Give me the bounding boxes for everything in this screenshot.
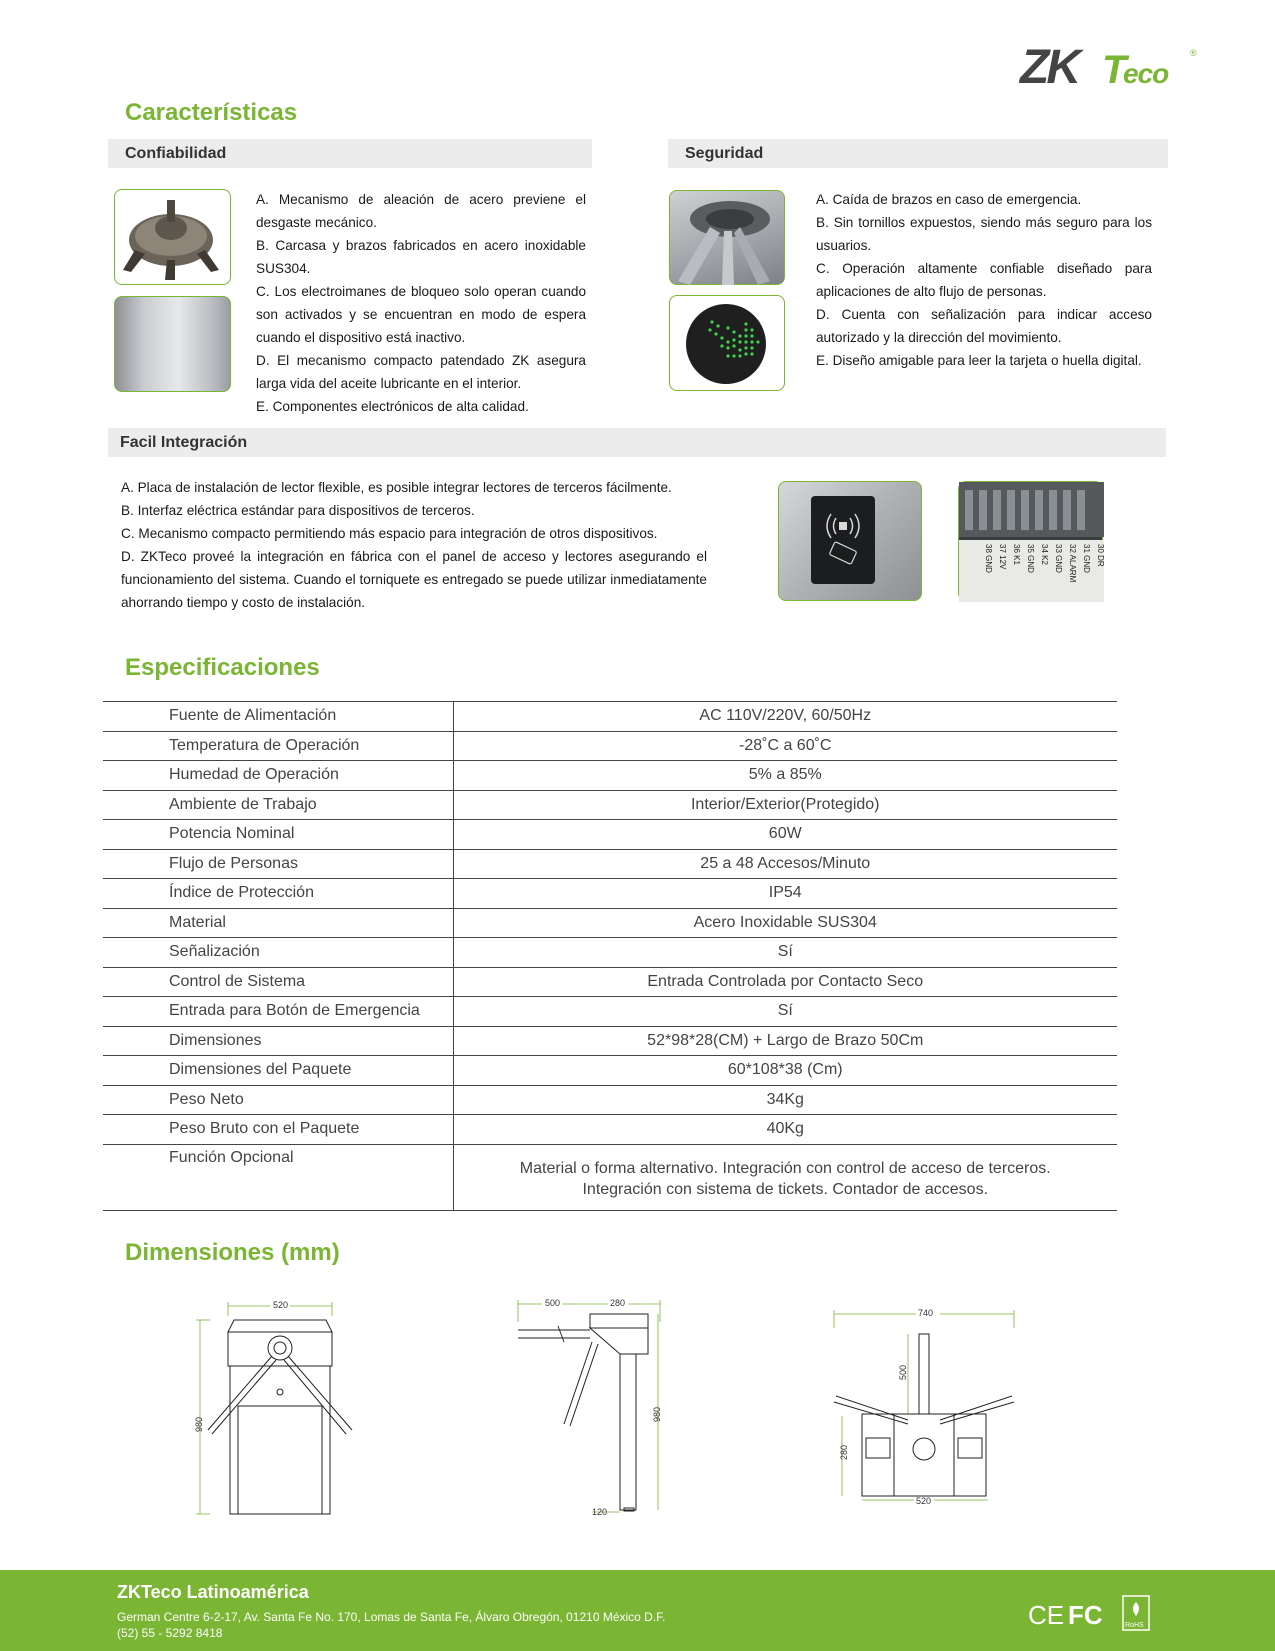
integration-heading: Facil Integración — [120, 434, 248, 451]
spec-value-line: Integración con sistema de tickets. Contador de accesos. — [582, 1181, 989, 1198]
dimensions-title: Dimensiones (mm) — [125, 1239, 340, 1266]
spec-key: Peso Bruto con el Paquete — [103, 1115, 453, 1145]
footer-address: German Centre 6-2-17, Av. Santa Fe No. 170, Lomas de Santa Fe, Álvaro Obregón, 01210 México D.F. — [117, 1610, 666, 1624]
svg-text:RoHS: RoHS — [1125, 1622, 1144, 1629]
spec-row — [103, 761, 1117, 791]
top-width-label: 520 — [916, 1496, 932, 1506]
features-title: Características — [125, 99, 298, 126]
fcc-mark-icon: FC — [1068, 1600, 1103, 1630]
reliability-line: D. El mecanismo compacto patendado ZK asegura larga vida del aceite lubricante en el interior. — [256, 353, 586, 391]
integration-line: A. Placa de instalación de lector flexible, es posible integrar lectores de terceros fácilmente. — [121, 480, 672, 495]
specs-title: Especificaciones — [125, 654, 320, 681]
spec-key: Material — [103, 908, 453, 938]
spec-row — [103, 967, 1117, 997]
front-width-label: 520 — [273, 1300, 289, 1310]
reliability-text — [256, 188, 586, 418]
spec-row — [103, 820, 1117, 850]
spec-row — [103, 702, 1117, 732]
security-heading: Seguridad — [685, 145, 764, 162]
arms-image — [669, 190, 785, 285]
spec-key: Función Opcional — [103, 1144, 453, 1210]
spec-key: Índice de Protección — [103, 879, 453, 909]
reliability-line: A. Mecanismo de aleación de acero previene el desgaste mecánico. — [256, 192, 586, 230]
svg-text:®: ® — [1190, 48, 1197, 58]
svg-text:eco: eco — [1123, 58, 1169, 89]
footer-company: ZKTeco Latinoamérica — [117, 1582, 309, 1602]
ce-mark-icon: CE — [1028, 1600, 1065, 1630]
spec-key: Señalización — [103, 938, 453, 968]
terminal-board-image — [958, 481, 1103, 601]
spec-value: Entrada Controlada por Contacto Seco — [453, 967, 1117, 997]
spec-row — [103, 790, 1117, 820]
svg-text:31 GND: 31 GND — [1082, 544, 1091, 573]
reliability-bar — [108, 139, 592, 168]
footer-phone: (52) 55 - 5292 8418 — [117, 1626, 223, 1640]
spec-value — [453, 1144, 1117, 1210]
svg-text:38 GND: 38 GND — [984, 544, 993, 573]
svg-text:ZK: ZK — [1020, 41, 1078, 94]
integration-line: B. Interfaz eléctrica estándar para dispositivos de terceros. — [121, 503, 475, 518]
spec-value: Interior/Exterior(Protegido) — [453, 790, 1117, 820]
reliability-heading: Confiabilidad — [125, 145, 227, 162]
zkteco-logo — [1018, 40, 1203, 94]
side-view-drawing — [508, 1292, 678, 1518]
spec-value: 60W — [453, 820, 1117, 850]
spec-key: Dimensiones del Paquete — [103, 1056, 453, 1086]
spec-value-line: Material o forma alternativo. Integración con control de acceso de terceros. — [519, 1160, 1051, 1177]
side-base-label: 120 — [592, 1507, 608, 1517]
card-reader-image — [778, 481, 922, 601]
mechanism-image — [114, 189, 231, 285]
certification-marks — [1028, 1590, 1153, 1636]
spec-key: Ambiente de Trabajo — [103, 790, 453, 820]
spec-key: Peso Neto — [103, 1085, 453, 1115]
specs-table — [103, 701, 1117, 1211]
svg-text:T: T — [1102, 48, 1126, 92]
spec-row — [103, 879, 1117, 909]
spec-key: Entrada para Botón de Emergencia — [103, 997, 453, 1027]
front-view-drawing — [190, 1296, 350, 1518]
spec-row — [103, 731, 1117, 761]
side-arm-label: 500 — [545, 1298, 561, 1308]
security-line: A. Caída de brazos en caso de emergencia. — [816, 192, 1082, 207]
top-view-drawing — [828, 1304, 1018, 1506]
svg-text:30 DR: 30 DR — [1096, 544, 1105, 567]
spec-row — [103, 1115, 1117, 1145]
spec-key: Fuente de Alimentación — [103, 702, 453, 732]
spec-row — [103, 1056, 1117, 1086]
spec-value: Sí — [453, 997, 1117, 1027]
spec-value: 60*108*38 (Cm) — [453, 1056, 1117, 1086]
housing-image — [114, 296, 231, 392]
spec-row — [103, 997, 1117, 1027]
led-indicator-image — [669, 295, 785, 391]
spec-row-optional — [103, 1144, 1117, 1210]
security-line: D. Cuenta con señalización para indicar acceso autorizado y la dirección del movimiento. — [816, 307, 1152, 345]
front-height-label: 980 — [194, 1416, 204, 1432]
spec-row — [103, 1026, 1117, 1056]
spec-value: 34Kg — [453, 1085, 1117, 1115]
top-depth-label: 280 — [839, 1444, 849, 1460]
spec-row — [103, 849, 1117, 879]
security-line: C. Operación altamente confiable diseñado para aplicaciones de alto flujo de personas. — [816, 261, 1152, 299]
spec-value: AC 110V/220V, 60/50Hz — [453, 702, 1117, 732]
integration-bar — [108, 428, 1166, 457]
spec-value: -28˚C a 60˚C — [453, 731, 1117, 761]
security-line: B. Sin tornillos expuestos, siendo más seguro para los usuarios. — [816, 215, 1152, 253]
security-bar — [668, 139, 1168, 168]
spec-value: IP54 — [453, 879, 1117, 909]
spec-value: 52*98*28(CM) + Largo de Brazo 50Cm — [453, 1026, 1117, 1056]
top-span-label: 740 — [918, 1308, 934, 1318]
spec-row — [103, 908, 1117, 938]
spec-row — [103, 1085, 1117, 1115]
svg-text:34 K2: 34 K2 — [1040, 544, 1049, 565]
top-arm-label: 500 — [898, 1364, 908, 1380]
spec-value: Sí — [453, 938, 1117, 968]
svg-text:37 12V: 37 12V — [998, 544, 1007, 570]
spec-value: 25 a 48 Accesos/Minuto — [453, 849, 1117, 879]
footer — [0, 1570, 1275, 1651]
side-depth-label: 280 — [610, 1298, 626, 1308]
svg-text:32 ALARM: 32 ALARM — [1068, 544, 1077, 583]
spec-key: Humedad de Operación — [103, 761, 453, 791]
svg-text:36 K1: 36 K1 — [1012, 544, 1021, 565]
integration-line: D. ZKTeco proveé la integración en fábrica con el panel de acceso y lectores asegurando el funcionamiento del sistema. Cuando el torniquete es entregado se puede utilizar inmediatamente ahorrando tiempo y costo de instalación. — [121, 549, 707, 610]
svg-text:33 GND: 33 GND — [1054, 544, 1063, 573]
reliability-line: C. Los electroimanes de bloqueo solo operan cuando son activados y se encuentran en modo de espera cuando el dispositivo está inactivo. — [256, 284, 586, 345]
spec-key: Potencia Nominal — [103, 820, 453, 850]
spec-key: Control de Sistema — [103, 967, 453, 997]
spec-key: Temperatura de Operación — [103, 731, 453, 761]
side-height-label: 980 — [652, 1406, 662, 1422]
integration-line: C. Mecanismo compacto permitiendo más espacio para integración de otros dispositivos. — [121, 526, 658, 541]
integration-text — [121, 476, 707, 614]
spec-key: Dimensiones — [103, 1026, 453, 1056]
svg-text:35 GND: 35 GND — [1026, 544, 1035, 573]
spec-value: Acero Inoxidable SUS304 — [453, 908, 1117, 938]
spec-key: Flujo de Personas — [103, 849, 453, 879]
spec-row — [103, 938, 1117, 968]
reliability-line: E. Componentes electrónicos de alta calidad. — [256, 399, 529, 414]
reliability-line: B. Carcasa y brazos fabricados en acero inoxidable SUS304. — [256, 238, 586, 276]
spec-value: 40Kg — [453, 1115, 1117, 1145]
security-line: E. Diseño amigable para leer la tarjeta o huella digital. — [816, 353, 1142, 368]
rohs-mark-icon — [1123, 1596, 1149, 1630]
spec-value: 5% a 85% — [453, 761, 1117, 791]
security-text — [816, 188, 1152, 372]
